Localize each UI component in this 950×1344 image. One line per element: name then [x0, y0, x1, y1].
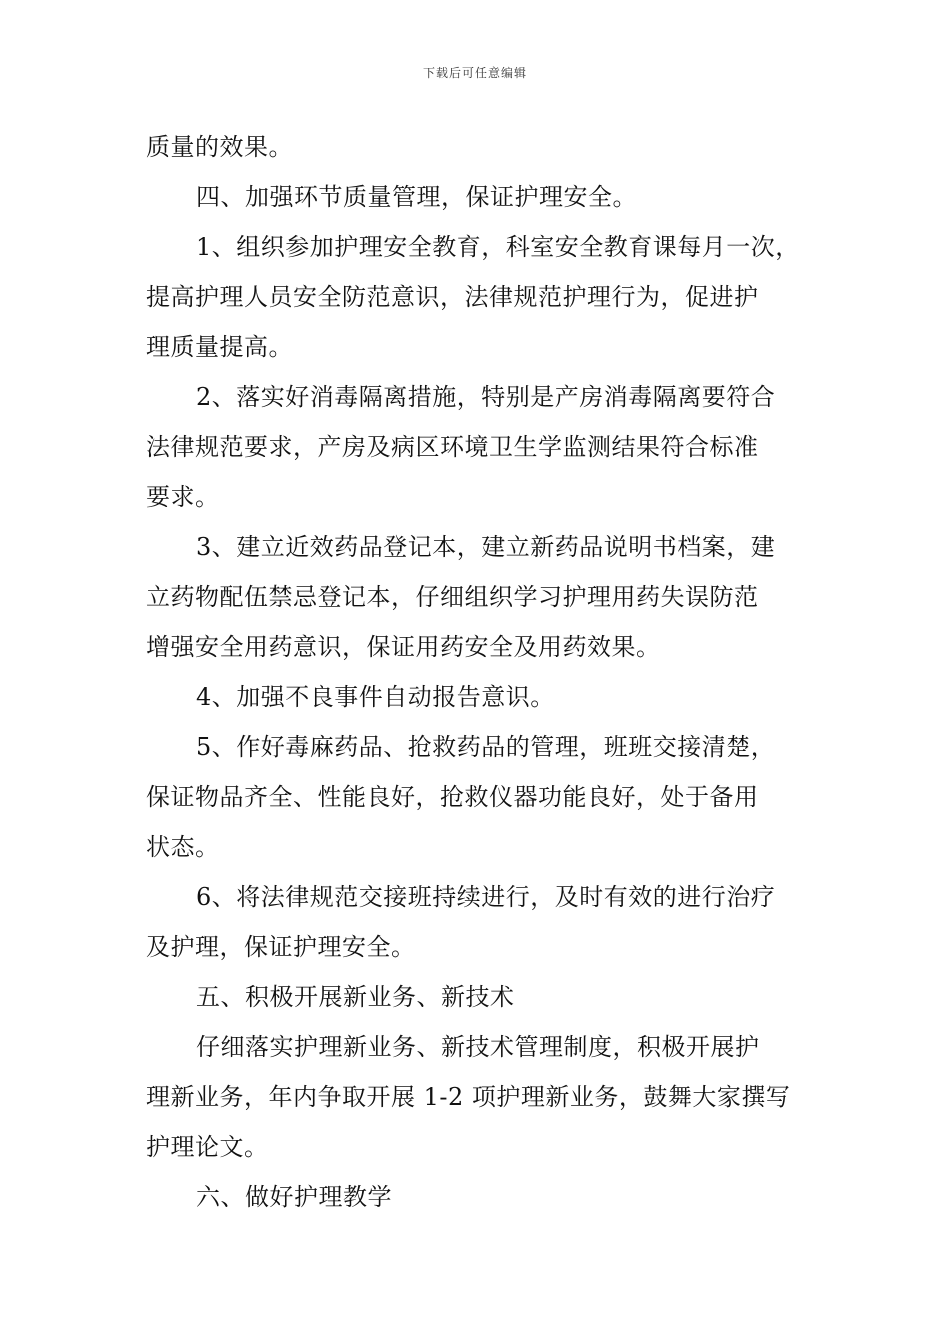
text-line: 立药物配伍禁忌登记本，仔细组织学习护理用药失误防范 [146, 583, 759, 611]
text-line: 要求。 [146, 483, 220, 511]
text-line: 质量的效果。 [146, 133, 293, 161]
section-heading: 五、积极开展新业务、新技术 [196, 983, 515, 1011]
section-heading: 六、做好护理教学 [196, 1183, 392, 1211]
text-line: 6、将法律规范交接班持续进行，及时有效的进行治疗 [196, 883, 776, 911]
text-line: 法律规范要求，产房及病区环境卫生学监测结果符合标准 [146, 433, 759, 461]
text-line: 保证物品齐全、性能良好，抢救仪器功能良好，处于备用 [146, 783, 759, 811]
text-line: 4、加强不良事件自动报告意识。 [196, 683, 555, 711]
text-line: 提高护理人员安全防范意识，法律规范护理行为，促进护 [146, 283, 759, 311]
text-line: 状态。 [146, 833, 220, 861]
text-line: 5、作好毒麻药品、抢救药品的管理，班班交接清楚， [196, 733, 776, 761]
text-line: 3、建立近效药品登记本，建立新药品说明书档案，建 [196, 533, 776, 561]
document-body [146, 122, 836, 1222]
section-heading: 四、加强环节质量管理，保证护理安全。 [196, 183, 637, 211]
text-line: 理质量提高。 [146, 333, 293, 361]
text-line: 2、落实好消毒隔离措施，特别是产房消毒隔离要符合 [196, 383, 776, 411]
page-header: 下载后可任意编辑 [422, 66, 527, 80]
text-line: 护理论文。 [146, 1133, 269, 1161]
text-line: 及护理，保证护理安全。 [146, 933, 416, 961]
text-line: 理新业务，年内争取开展 1-2 项护理新业务，鼓舞大家撰写 [146, 1083, 791, 1111]
text-line: 仔细落实护理新业务、新技术管理制度，积极开展护 [196, 1033, 760, 1061]
text-line: 1、组织参加护理安全教育，科室安全教育课每月一次， [196, 233, 800, 261]
text-line: 增强安全用药意识，保证用药安全及用药效果。 [146, 633, 661, 661]
